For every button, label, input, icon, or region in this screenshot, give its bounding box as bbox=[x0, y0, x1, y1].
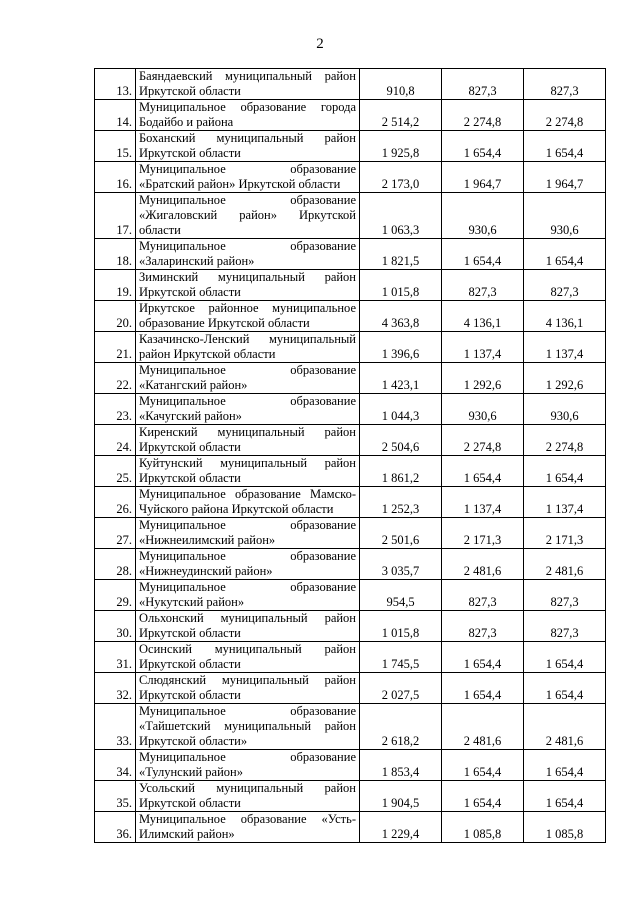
municipality-name bbox=[136, 162, 360, 193]
value-col-3: 1 137,4 bbox=[524, 332, 606, 363]
table-row bbox=[95, 301, 606, 332]
municipality-name bbox=[136, 549, 360, 580]
value-col-3: 1 654,4 bbox=[524, 673, 606, 704]
value-col-3: 2 274,8 bbox=[524, 100, 606, 131]
municipality-name bbox=[136, 332, 360, 363]
value-col-1: 3 035,7 bbox=[360, 549, 442, 580]
row-number: 35. bbox=[95, 781, 136, 812]
municipality-name-line: Зиминский муниципальный район bbox=[139, 270, 356, 284]
value-col-2: 1 654,4 bbox=[442, 239, 524, 270]
table-row bbox=[95, 363, 606, 394]
municipality-name-line: Муниципальное образование bbox=[139, 704, 356, 718]
municipality-name-line: Муниципальное образование bbox=[139, 549, 356, 563]
row-number: 18. bbox=[95, 239, 136, 270]
municipality-name-line: «Тайшетский муниципальный район bbox=[139, 719, 356, 733]
value-col-2: 2 274,8 bbox=[442, 425, 524, 456]
value-col-2: 827,3 bbox=[442, 270, 524, 301]
value-col-1: 1 904,5 bbox=[360, 781, 442, 812]
value-col-2: 1 654,4 bbox=[442, 673, 524, 704]
municipality-name-line: Киренский муниципальный район bbox=[139, 425, 356, 439]
municipality-name-line: Муниципальное образование bbox=[139, 193, 356, 207]
municipality-name-line: Иркутской области bbox=[139, 84, 241, 98]
municipality-name bbox=[136, 642, 360, 673]
value-col-2: 2 481,6 bbox=[442, 704, 524, 750]
value-col-3: 1 292,6 bbox=[524, 363, 606, 394]
row-number: 20. bbox=[95, 301, 136, 332]
municipality-name-line: Ольхонский муниципальный район bbox=[139, 611, 356, 625]
municipality-name bbox=[136, 425, 360, 456]
municipality-name-line: Чуйского района Иркутской области bbox=[139, 502, 334, 516]
table-row bbox=[95, 162, 606, 193]
municipality-name-line: Куйтунский муниципальный район bbox=[139, 456, 356, 470]
municipality-name-line: Муниципальное образование bbox=[139, 239, 356, 253]
municipality-name-line: Иркутской области bbox=[139, 471, 241, 485]
municipality-name-line: Иркутской области» bbox=[139, 734, 248, 748]
value-col-3: 2 171,3 bbox=[524, 518, 606, 549]
municipality-name-line: «Заларинский район» bbox=[139, 254, 255, 268]
value-col-2: 2 274,8 bbox=[442, 100, 524, 131]
municipality-name bbox=[136, 270, 360, 301]
municipality-name-line: «Катангский район» bbox=[139, 378, 248, 392]
row-number: 36. bbox=[95, 812, 136, 843]
value-col-3: 1 654,4 bbox=[524, 642, 606, 673]
municipality-name bbox=[136, 239, 360, 270]
table-row bbox=[95, 69, 606, 100]
municipality-name-line: «Нижнеудинский район» bbox=[139, 564, 273, 578]
municipality-name bbox=[136, 673, 360, 704]
row-number: 28. bbox=[95, 549, 136, 580]
value-col-1: 1 423,1 bbox=[360, 363, 442, 394]
value-col-3: 827,3 bbox=[524, 580, 606, 611]
municipality-name bbox=[136, 301, 360, 332]
row-number: 13. bbox=[95, 69, 136, 100]
value-col-2: 1 292,6 bbox=[442, 363, 524, 394]
table-row bbox=[95, 750, 606, 781]
table-row bbox=[95, 425, 606, 456]
row-number: 21. bbox=[95, 332, 136, 363]
table-row bbox=[95, 642, 606, 673]
row-number: 19. bbox=[95, 270, 136, 301]
table-row bbox=[95, 518, 606, 549]
row-number: 22. bbox=[95, 363, 136, 394]
municipality-name-line: «Качугский район» bbox=[139, 409, 242, 423]
municipality-name-line: Казачинско-Ленский муниципальный bbox=[139, 332, 356, 346]
value-col-1: 2 027,5 bbox=[360, 673, 442, 704]
municipality-name bbox=[136, 394, 360, 425]
value-col-2: 1 654,4 bbox=[442, 781, 524, 812]
value-col-2: 1 654,4 bbox=[442, 456, 524, 487]
table-row bbox=[95, 332, 606, 363]
table-body bbox=[95, 69, 606, 843]
row-number: 32. bbox=[95, 673, 136, 704]
value-col-2: 930,6 bbox=[442, 193, 524, 239]
municipality-name-line: Муниципальное образование bbox=[139, 750, 356, 764]
value-col-1: 1 252,3 bbox=[360, 487, 442, 518]
row-number: 34. bbox=[95, 750, 136, 781]
row-number: 31. bbox=[95, 642, 136, 673]
municipality-name-line: Боханский муниципальный район bbox=[139, 131, 356, 145]
municipality-name-line: Иркутской области bbox=[139, 146, 241, 160]
row-number: 23. bbox=[95, 394, 136, 425]
municipality-name-line: образование Иркутской области bbox=[139, 316, 310, 330]
value-col-3: 2 274,8 bbox=[524, 425, 606, 456]
row-number: 15. bbox=[95, 131, 136, 162]
table-row bbox=[95, 673, 606, 704]
municipality-name-line: Иркутской области bbox=[139, 796, 241, 810]
table-row bbox=[95, 193, 606, 239]
municipality-name-line: Муниципальное образование города bbox=[139, 100, 356, 114]
value-col-1: 1 229,4 bbox=[360, 812, 442, 843]
municipality-name-line: «Братский район» Иркутской области bbox=[139, 177, 341, 191]
table-row bbox=[95, 580, 606, 611]
value-col-2: 4 136,1 bbox=[442, 301, 524, 332]
row-number: 30. bbox=[95, 611, 136, 642]
value-col-1: 2 504,6 bbox=[360, 425, 442, 456]
municipality-name-line: Бодайбо и района bbox=[139, 115, 234, 129]
value-col-1: 1 861,2 bbox=[360, 456, 442, 487]
table-row bbox=[95, 100, 606, 131]
value-col-1: 1 015,8 bbox=[360, 611, 442, 642]
row-number: 17. bbox=[95, 193, 136, 239]
table-row bbox=[95, 704, 606, 750]
value-col-2: 827,3 bbox=[442, 69, 524, 100]
value-col-2: 2 481,6 bbox=[442, 549, 524, 580]
value-col-1: 1 745,5 bbox=[360, 642, 442, 673]
row-number: 25. bbox=[95, 456, 136, 487]
municipality-name bbox=[136, 611, 360, 642]
municipality-name bbox=[136, 69, 360, 100]
value-col-3: 1 654,4 bbox=[524, 131, 606, 162]
municipality-name-line: Муниципальное образование bbox=[139, 580, 356, 594]
value-col-3: 2 481,6 bbox=[524, 704, 606, 750]
value-col-3: 930,6 bbox=[524, 394, 606, 425]
value-col-1: 910,8 bbox=[360, 69, 442, 100]
municipality-name-line: Муниципальное образование Мамско- bbox=[139, 487, 356, 501]
municipality-name bbox=[136, 456, 360, 487]
value-col-1: 1 925,8 bbox=[360, 131, 442, 162]
value-col-3: 827,3 bbox=[524, 611, 606, 642]
value-col-2: 1 137,4 bbox=[442, 487, 524, 518]
value-col-2: 2 171,3 bbox=[442, 518, 524, 549]
row-number: 29. bbox=[95, 580, 136, 611]
value-col-3: 1 654,4 bbox=[524, 781, 606, 812]
value-col-3: 1 964,7 bbox=[524, 162, 606, 193]
value-col-3: 1 137,4 bbox=[524, 487, 606, 518]
municipality-name-line: «Нукутский район» bbox=[139, 595, 245, 609]
municipality-name-line: Муниципальное образование bbox=[139, 518, 356, 532]
value-col-2: 930,6 bbox=[442, 394, 524, 425]
value-col-3: 1 085,8 bbox=[524, 812, 606, 843]
value-col-3: 1 654,4 bbox=[524, 456, 606, 487]
municipality-name-line: области bbox=[139, 223, 181, 237]
value-col-2: 1 964,7 bbox=[442, 162, 524, 193]
table-row bbox=[95, 781, 606, 812]
municipality-name-line: Муниципальное образование bbox=[139, 394, 356, 408]
municipality-name-line: «Тулунский район» bbox=[139, 765, 243, 779]
row-number: 16. bbox=[95, 162, 136, 193]
municipality-name-line: Осинский муниципальный район bbox=[139, 642, 356, 656]
municipality-name-line: «Нижнеилимский район» bbox=[139, 533, 276, 547]
page-number: 2 bbox=[316, 36, 324, 52]
municipality-name bbox=[136, 750, 360, 781]
municipality-name bbox=[136, 781, 360, 812]
value-col-1: 2 618,2 bbox=[360, 704, 442, 750]
municipality-name-line: Муниципальное образование bbox=[139, 162, 356, 176]
value-col-1: 1 015,8 bbox=[360, 270, 442, 301]
value-col-1: 1 044,3 bbox=[360, 394, 442, 425]
municipality-name bbox=[136, 100, 360, 131]
row-number: 14. bbox=[95, 100, 136, 131]
table-row bbox=[95, 456, 606, 487]
municipality-name-line: Муниципальное образование bbox=[139, 363, 356, 377]
municipality-name-line: Иркутской области bbox=[139, 440, 241, 454]
value-col-1: 954,5 bbox=[360, 580, 442, 611]
table-row bbox=[95, 394, 606, 425]
value-col-3: 1 654,4 bbox=[524, 750, 606, 781]
value-col-1: 1 821,5 bbox=[360, 239, 442, 270]
row-number: 33. bbox=[95, 704, 136, 750]
municipality-name-line: Усольский муниципальный район bbox=[139, 781, 356, 795]
municipality-name bbox=[136, 193, 360, 239]
row-number: 26. bbox=[95, 487, 136, 518]
municipality-name bbox=[136, 812, 360, 843]
value-col-2: 827,3 bbox=[442, 580, 524, 611]
municipality-name bbox=[136, 131, 360, 162]
municipality-name bbox=[136, 580, 360, 611]
allocation-table bbox=[94, 68, 606, 843]
value-col-2: 1 654,4 bbox=[442, 131, 524, 162]
municipality-name-line: Иркутской области bbox=[139, 285, 241, 299]
table-row bbox=[95, 131, 606, 162]
value-col-2: 1 654,4 bbox=[442, 750, 524, 781]
municipality-name bbox=[136, 363, 360, 394]
value-col-3: 827,3 bbox=[524, 270, 606, 301]
municipality-name-line: Иркутской области bbox=[139, 657, 241, 671]
value-col-3: 2 481,6 bbox=[524, 549, 606, 580]
value-col-1: 2 514,2 bbox=[360, 100, 442, 131]
municipality-name-line: Иркутской области bbox=[139, 626, 241, 640]
row-number: 24. bbox=[95, 425, 136, 456]
municipality-name-line: Баяндаевский муниципальный район bbox=[139, 69, 356, 83]
municipality-name-line: Слюдянский муниципальный район bbox=[139, 673, 356, 687]
table-row bbox=[95, 611, 606, 642]
municipality-name-line: Иркутское районное муниципальное bbox=[139, 301, 356, 315]
value-col-3: 1 654,4 bbox=[524, 239, 606, 270]
value-col-1: 2 501,6 bbox=[360, 518, 442, 549]
value-col-1: 4 363,8 bbox=[360, 301, 442, 332]
municipality-name-line: «Жигаловский район» Иркутской bbox=[139, 208, 356, 222]
value-col-3: 930,6 bbox=[524, 193, 606, 239]
table-row bbox=[95, 239, 606, 270]
municipality-name bbox=[136, 487, 360, 518]
value-col-1: 2 173,0 bbox=[360, 162, 442, 193]
value-col-2: 827,3 bbox=[442, 611, 524, 642]
municipality-name bbox=[136, 518, 360, 549]
value-col-2: 1 654,4 bbox=[442, 642, 524, 673]
value-col-1: 1 853,4 bbox=[360, 750, 442, 781]
value-col-3: 4 136,1 bbox=[524, 301, 606, 332]
municipality-name-line: Илимский район» bbox=[139, 827, 235, 841]
row-number: 27. bbox=[95, 518, 136, 549]
value-col-2: 1 085,8 bbox=[442, 812, 524, 843]
municipality-name-line: Иркутской области bbox=[139, 688, 241, 702]
table-row bbox=[95, 549, 606, 580]
value-col-1: 1 063,3 bbox=[360, 193, 442, 239]
municipality-name-line: район Иркутской области bbox=[139, 347, 276, 361]
municipality-name bbox=[136, 704, 360, 750]
table-row bbox=[95, 270, 606, 301]
municipality-name-line: Муниципальное образование «Усть- bbox=[139, 812, 356, 826]
table-row bbox=[95, 487, 606, 518]
table-row bbox=[95, 812, 606, 843]
value-col-3: 827,3 bbox=[524, 69, 606, 100]
value-col-1: 1 396,6 bbox=[360, 332, 442, 363]
value-col-2: 1 137,4 bbox=[442, 332, 524, 363]
